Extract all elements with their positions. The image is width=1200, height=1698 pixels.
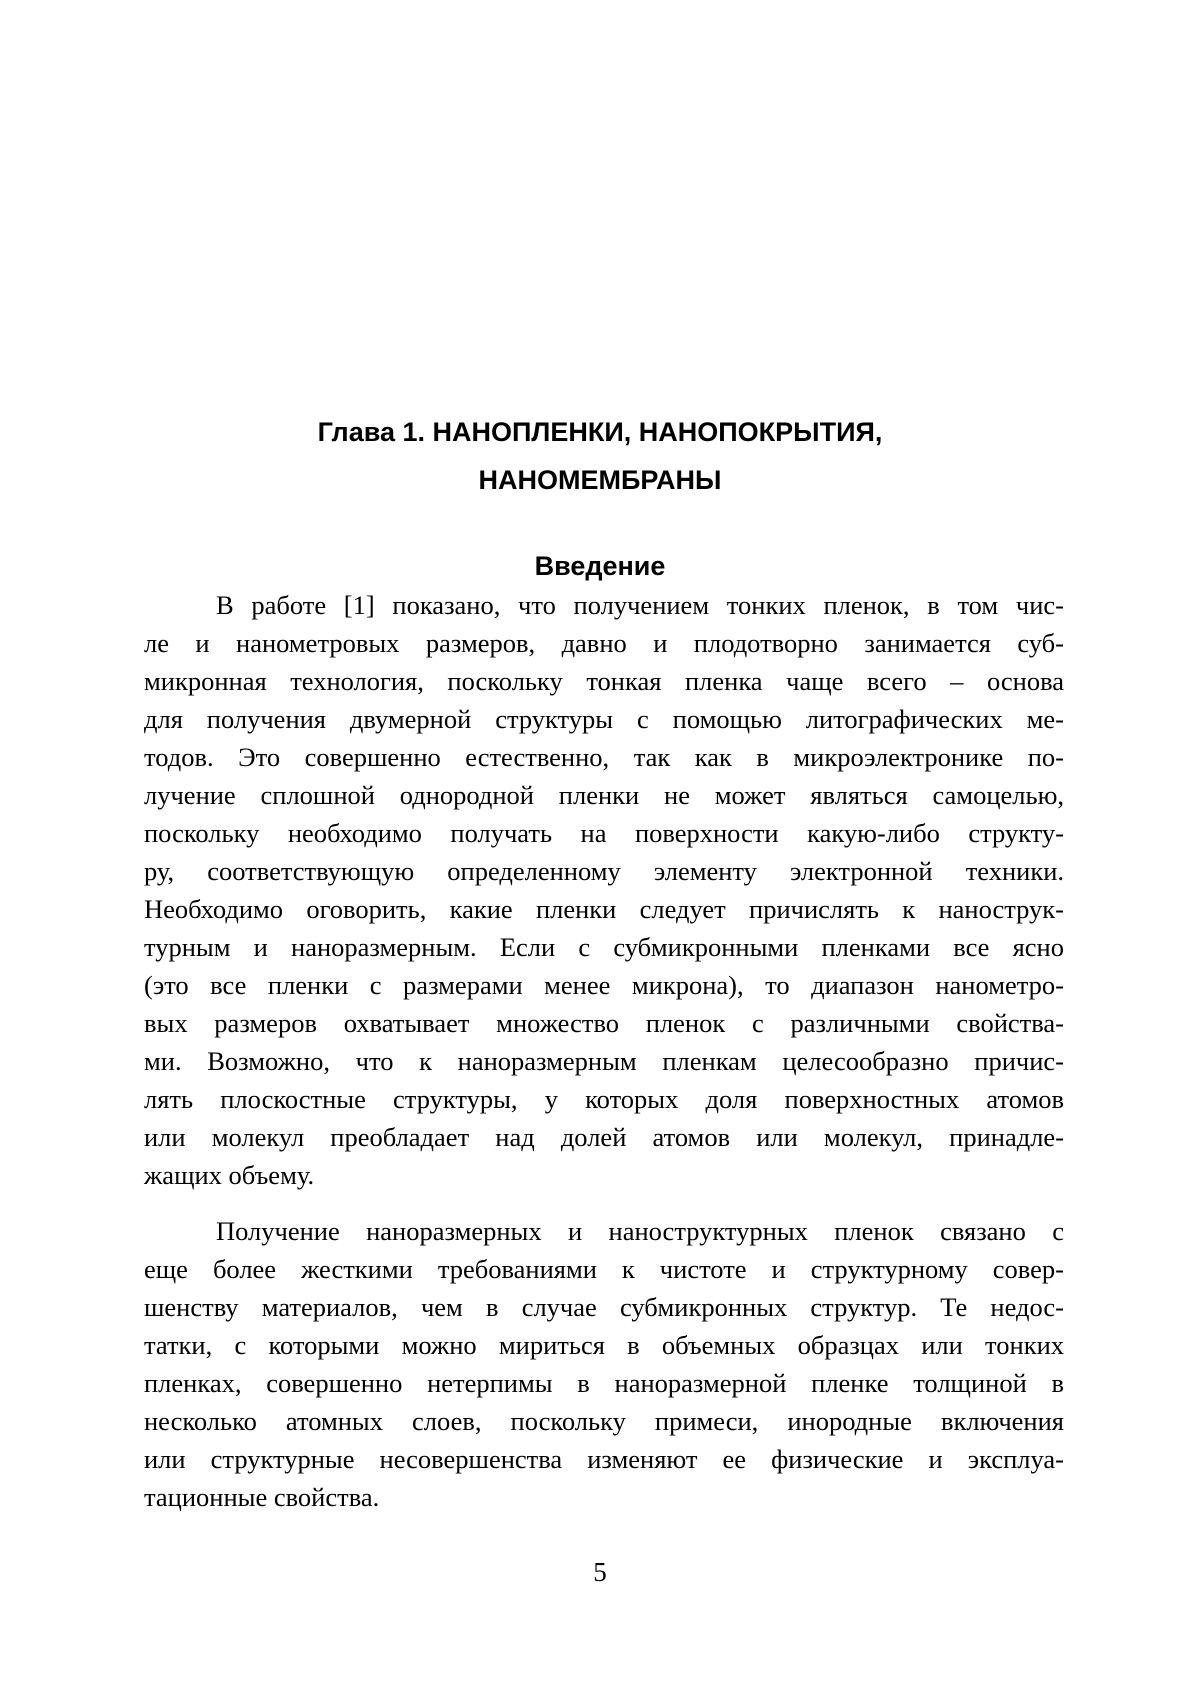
text-line: несколько атомных слоев, поскольку примеси, инородные включения: [144, 1406, 1064, 1436]
text-line: ми. Возможно, что к наноразмерным пленкам целесообразно причис-: [144, 1046, 1064, 1076]
text-line: микронная технология, поскольку тонкая пленка чаще всего – основа: [144, 666, 1064, 696]
paragraph-1: [144, 586, 1064, 1194]
text-line: ру, соответствующую определенному элементу электронной техники.: [144, 856, 1064, 886]
text-line: пленках, совершенно нетерпимы в наноразмерной пленке толщиной в: [144, 1368, 1064, 1398]
text-line: (это все пленки с размерами менее микрона), то диапазон нанометро-: [144, 970, 1064, 1000]
text-line: татки, с которыми можно мириться в объемных образцах или тонких: [144, 1330, 1064, 1360]
chapter-title-line-1: Глава 1. НАНОПЛЕНКИ, НАНОПОКРЫТИЯ,: [317, 417, 883, 447]
text-line: или структурные несовершенства изменяют ее физические и эксплуа-: [144, 1444, 1064, 1474]
text-line: В работе [1] показано, что получением тонких пленок, в том чис-: [216, 590, 1064, 620]
text-line: лять плоскостные структуры, у которых доля поверхностных атомов: [144, 1084, 1064, 1114]
text-line: еще более жесткими требованиями к чистоте и структурному совер-: [144, 1254, 1064, 1284]
text-line: турным и наноразмерным. Если с субмикронными пленками все ясно: [144, 932, 1064, 962]
text-line: вых размеров охватывает множество пленок с различными свойства-: [144, 1008, 1064, 1038]
text-line: или молекул преобладает над долей атомов или молекул, принадле-: [144, 1122, 1064, 1152]
chapter-title-line-2: НАНОМЕМБРАНЫ: [478, 465, 722, 495]
page-number: 5: [593, 1557, 607, 1587]
text-line: ле и нанометровых размеров, давно и плодотворно занимается суб-: [144, 628, 1064, 658]
text-line: поскольку необходимо получать на поверхности какую-либо структу-: [144, 818, 1064, 848]
text-line: для получения двумерной структуры с помощью литографических ме-: [144, 704, 1064, 734]
text-line: лучение сплошной однородной пленки не может являться самоцелью,: [144, 780, 1064, 810]
text-line: Получение наноразмерных и наноструктурных пленок связано с: [216, 1216, 1064, 1246]
text-line: жащих объему.: [144, 1160, 315, 1190]
paragraph-2: [144, 1212, 1064, 1516]
text-line: тодов. Это совершенно естественно, так как в микроэлектронике по-: [144, 742, 1064, 772]
text-line: тационные свойства.: [144, 1482, 380, 1512]
text-line: Необходимо оговорить, какие пленки следует причислять к нанострук-: [144, 894, 1064, 924]
section-title: Введение: [534, 551, 666, 581]
text-line: шенству материалов, чем в случае субмикронных структур. Те недос-: [144, 1292, 1064, 1322]
